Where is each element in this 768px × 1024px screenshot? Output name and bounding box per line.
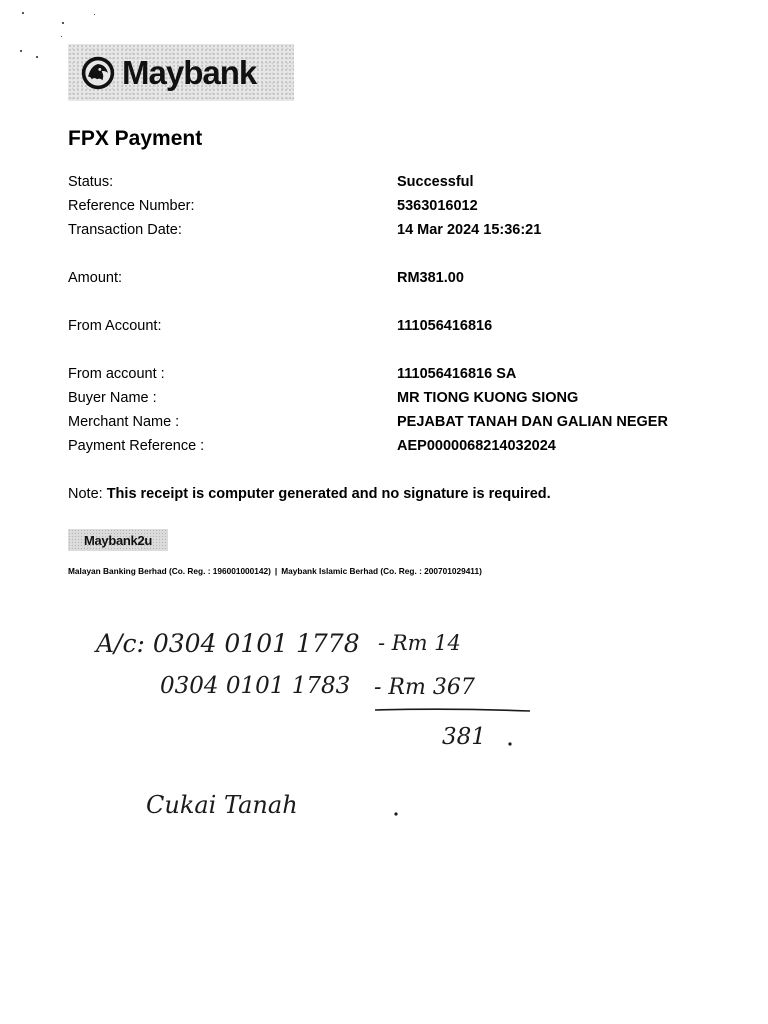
scan-speck	[62, 22, 64, 24]
page-title: FPX Payment	[68, 127, 203, 150]
field-label: Reference Number:	[68, 198, 195, 214]
handwritten-amount-2: - Rm 367	[374, 675, 475, 700]
field-value: 111056416816	[397, 318, 493, 334]
field-buyer-name	[68, 390, 708, 410]
field-label: Merchant Name :	[68, 414, 180, 430]
field-value: RM381.00	[397, 270, 464, 286]
maybank2u-logo	[68, 529, 168, 551]
handwritten-notes	[0, 600, 768, 860]
field-label: From Account:	[68, 318, 162, 334]
tiger-head-icon	[80, 55, 116, 91]
scan-speck	[22, 12, 24, 14]
scan-speck	[94, 14, 95, 15]
field-status	[68, 174, 708, 194]
receipt-note	[68, 486, 551, 502]
field-from-account-type	[68, 366, 708, 386]
scan-speck	[36, 56, 38, 58]
note-text: This receipt is computer generated and no signature is required.	[106, 486, 551, 502]
field-reference-number	[68, 198, 708, 218]
field-payment-reference	[68, 438, 708, 458]
footer-left: Malayan Banking Berhad (Co. Reg. : 196001000142)	[68, 566, 271, 576]
field-transaction-date	[68, 222, 708, 242]
field-value: PEJABAT TANAH DAN GALIAN NEGER	[397, 414, 668, 430]
handwritten-amount-1: - Rm 14	[378, 631, 461, 655]
field-from-account	[68, 318, 708, 338]
field-label: From account :	[68, 366, 165, 382]
field-merchant-name	[68, 414, 708, 434]
field-value: MR TIONG KUONG SIONG	[397, 390, 579, 406]
field-label: Payment Reference :	[68, 438, 205, 454]
field-value: 5363016012	[397, 198, 478, 214]
field-amount	[68, 270, 708, 290]
field-label: Transaction Date:	[68, 222, 182, 238]
field-value: Successful	[397, 174, 474, 190]
handwritten-remark: Cukai Tanah	[146, 791, 298, 819]
handwritten-total: 381	[442, 724, 486, 750]
maybank-logo	[68, 44, 294, 101]
handwritten-account-1: A/c: 0304 0101 1778	[96, 629, 360, 658]
company-registration-footer	[68, 566, 482, 576]
maybank2u-wordmark: Maybank2u	[83, 532, 153, 548]
field-label: Status:	[68, 174, 114, 190]
field-label: Buyer Name :	[68, 390, 157, 406]
scan-speck	[20, 50, 22, 52]
field-value: 111056416816 SA	[397, 366, 517, 382]
handwritten-sum-line	[375, 709, 530, 711]
note-prefix: Note:	[68, 486, 103, 502]
field-value: 14 Mar 2024 15:36:21	[397, 222, 542, 238]
field-value: AEP0000068214032024	[397, 438, 556, 454]
footer-right: Maybank Islamic Berhad (Co. Reg. : 200701029411)	[281, 566, 482, 576]
handwritten-dot	[394, 812, 397, 815]
scan-speck	[61, 36, 62, 37]
maybank-wordmark: Maybank	[122, 53, 257, 91]
handwritten-dot	[508, 742, 511, 745]
footer-separator: |	[274, 566, 278, 576]
field-label: Amount:	[68, 270, 122, 286]
handwritten-account-2: 0304 0101 1783	[160, 673, 351, 699]
